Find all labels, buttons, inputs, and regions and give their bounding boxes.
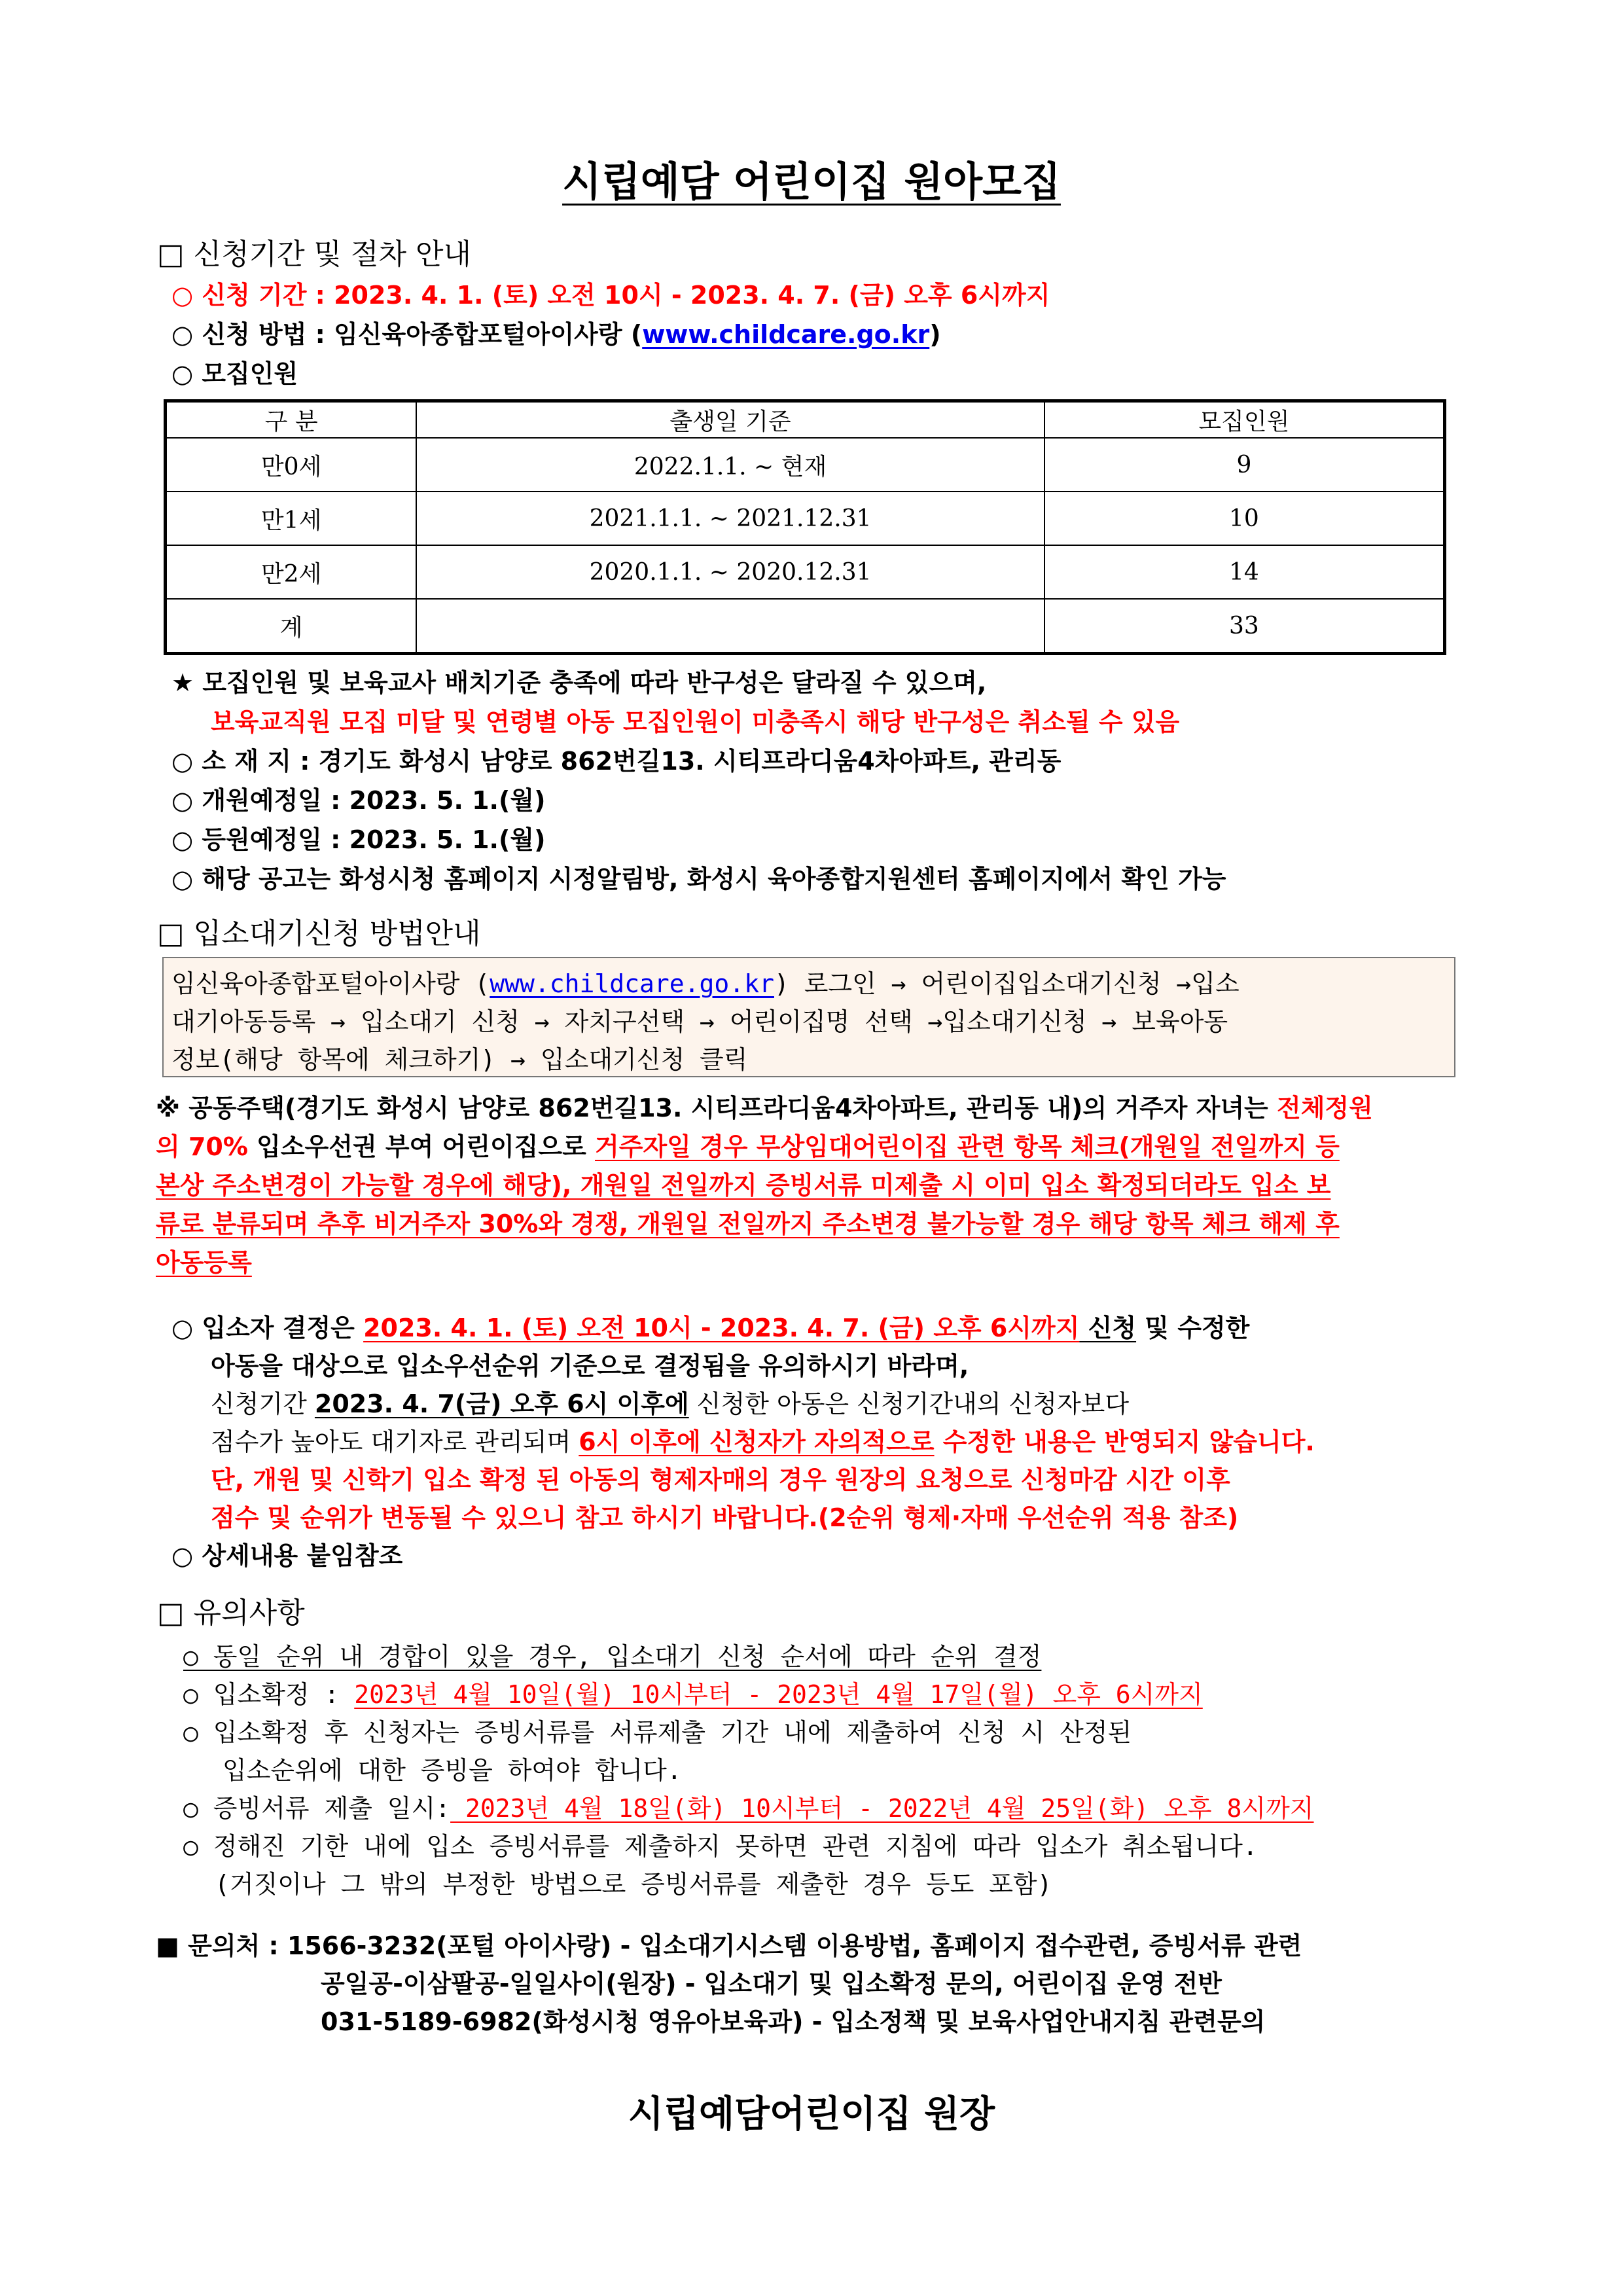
contact-line-2: 공일공-이삼팔공-일일사이(원장) - 입소대기 및 입소확정 문의, 어린이집 운영 전반: [321, 1969, 1222, 1998]
table-row: [166, 438, 1445, 492]
decision-line-1: ○ 입소자 결정은 2023. 4. 1. (토) 오전 10시 - 2023. 4. 7. (금) 오후 6시까지 신청 및 수정한: [171, 1314, 1250, 1342]
section3-heading: □ 유의사항: [157, 1596, 305, 1630]
recruit-label: ○ 모집인원: [171, 359, 298, 388]
caution-item-2: ○ 입소확정 : 2023년 4월 10일(월) 10시부터 - 2023년 4월 17일(월) 오후 6시까지: [183, 1680, 1203, 1709]
open-date: ○ 개원예정일 : 2023. 5. 1.(월): [171, 786, 546, 815]
recruitment-table: [164, 399, 1446, 655]
table-cell: [416, 599, 1044, 654]
procedure-line-3: 정보(해당 항목에 체크하기) → 입소대기신청 클릭: [171, 1045, 748, 1074]
table-header-row: [166, 401, 1445, 439]
section2-heading: □ 입소대기신청 방법안내: [157, 917, 481, 950]
decision-line-6: 점수 및 순위가 변동될 수 있으니 참고 하시기 바랍니다.(2순위 형제·자매 우선순위 적용 참조): [211, 1503, 1239, 1532]
class-cancel-note: 보육교직원 모집 미달 및 연령별 아동 모집인원이 미충족시 해당 반구성은 취소될 수 있음: [211, 708, 1180, 736]
caution-item-4: ○ 증빙서류 제출 일시: 2023년 4월 18일(화) 10시부터 - 2022년 4월 25일(화) 오후 8시까지: [183, 1794, 1314, 1823]
table-cell: 2022.1.1. ~ 현재: [416, 438, 1044, 492]
housing-line-4: 류로 분류되며 추후 비거주자 30%와 경쟁, 개원일 전일까지 주소변경 불가능할 경우 해당 항목 체크 해제 후: [156, 1210, 1340, 1238]
housing-line-2: 의 70% 입소우선권 부여 어린이집으로 거주자일 경우 무상임대어린이집 관련 항목 체크(개원일 전일까지 등: [156, 1132, 1340, 1161]
decision-line-5: 단, 개원 및 신학기 입소 확정 된 아동의 형제자매의 경우 원장의 요청으로 신청마감 시간 이후: [211, 1465, 1230, 1494]
housing-line-5: 아동등록: [156, 1248, 252, 1277]
application-method: ○ 신청 방법 : 임신육아종합포털아이사랑 (www.childcare.go.kr): [171, 320, 941, 349]
enter-date: ○ 등원예정일 : 2023. 5. 1.(월): [171, 825, 546, 854]
signature: 시립예담어린이집 원장: [628, 2093, 995, 2136]
section1-heading: □ 신청기간 및 절차 안내: [157, 238, 472, 271]
table-header: 모집인원: [1044, 401, 1445, 439]
childcare-link[interactable]: www.childcare.go.kr: [642, 320, 930, 349]
caution-item-3a: ○ 입소확정 후 신청자는 증빙서류를 서류제출 기간 내에 제출하여 신청 시 산정된: [183, 1718, 1132, 1747]
table-cell: 계: [166, 599, 417, 654]
attachment-note: ○ 상세내용 붙임참조: [171, 1541, 403, 1570]
housing-line-1: ※ 공동주택(경기도 화성시 남양로 862번길13. 시티프라디움4차아파트, 관리동 내)의 거주자 자녀는 전체정원: [156, 1094, 1373, 1122]
table-cell: 10: [1044, 492, 1445, 545]
contact-line-3: 031-5189-6982(화성시청 영유아보육과) - 입소정책 및 보육사업안내지침 관련문의: [321, 2007, 1266, 2036]
table-cell: 2021.1.1. ~ 2021.12.31: [416, 492, 1044, 545]
table-cell: 33: [1044, 599, 1445, 654]
caution-item-3b: 입소순위에 대한 증빙을 하여야 합니다.: [223, 1756, 682, 1785]
caution-item-1: ○ 동일 순위 내 경합이 있을 경우, 입소대기 신청 순서에 따라 순위 결정: [183, 1642, 1042, 1671]
location: ○ 소 재 지 : 경기도 화성시 남양로 862번길13. 시티프라디움4차아파트, 관리동: [171, 747, 1061, 776]
notice-location: ○ 해당 공고는 화성시청 홈페이지 시정알림방, 화성시 육아종합지원센터 홈페이지에서 확인 가능: [171, 865, 1226, 893]
housing-line-3: 본상 주소변경이 가능할 경우에 해당), 개원일 전일까지 증빙서류 미제출 시 이미 입소 확정되더라도 입소 보: [156, 1171, 1331, 1200]
caution-item-5b: (거짓이나 그 밖의 부정한 방법으로 증빙서류를 제출한 경우 등도 포함): [215, 1870, 1052, 1899]
procedure-line-2: 대기아동등록 → 입소대기 신청 → 자치구선택 → 어린이집명 선택 →입소대기신청 → 보육아동: [171, 1007, 1228, 1036]
table-header: 출생일 기준: [416, 401, 1044, 439]
table-cell: 만0세: [166, 438, 417, 492]
table-cell: 14: [1044, 545, 1445, 599]
procedure-line-1: 임신육아종합포털아이사랑 (www.childcare.go.kr) 로그인 → 어린이집입소대기신청 →입소: [171, 969, 1240, 998]
table-cell: 9: [1044, 438, 1445, 492]
table-cell: 2020.1.1. ~ 2020.12.31: [416, 545, 1044, 599]
table-cell: 만1세: [166, 492, 417, 545]
decision-line-2: 아동을 대상으로 입소우선순위 기준으로 결정됨을 유의하시기 바라며,: [211, 1352, 969, 1380]
contact-line-1: ■ 문의처 : 1566-3232(포털 아이사랑) - 입소대기시스템 이용방법, 홈페이지 접수관련, 증빙서류 관련: [156, 1931, 1302, 1960]
caution-item-5a: ○ 정해진 기한 내에 입소 증빙서류를 제출하지 못하면 관련 지침에 따라 입소가 취소됩니다.: [183, 1832, 1258, 1861]
document-title: 시립예담 어린이집 원아모집: [562, 158, 1061, 206]
table-total-row: [166, 599, 1445, 654]
class-note: ★ 모집인원 및 보육교사 배치기준 충족에 따라 반구성은 달라질 수 있으며,: [171, 668, 987, 697]
table-header: 구 분: [166, 401, 417, 439]
decision-line-4: 점수가 높아도 대기자로 관리되며 6시 이후에 신청자가 자의적으로 수정한 내용은 반영되지 않습니다.: [211, 1427, 1315, 1456]
table-row: [166, 545, 1445, 599]
table-row: [166, 492, 1445, 545]
table-cell: 만2세: [166, 545, 417, 599]
childcare-link[interactable]: www.childcare.go.kr: [490, 969, 774, 998]
decision-line-3: 신청기간 2023. 4. 7(금) 오후 6시 이후에 신청한 아동은 신청기간내의 신청자보다: [211, 1390, 1130, 1418]
application-period: ○ 신청 기간 : 2023. 4. 1. (토) 오전 10시 - 2023. 4. 7. (금) 오후 6시까지: [171, 281, 1050, 310]
